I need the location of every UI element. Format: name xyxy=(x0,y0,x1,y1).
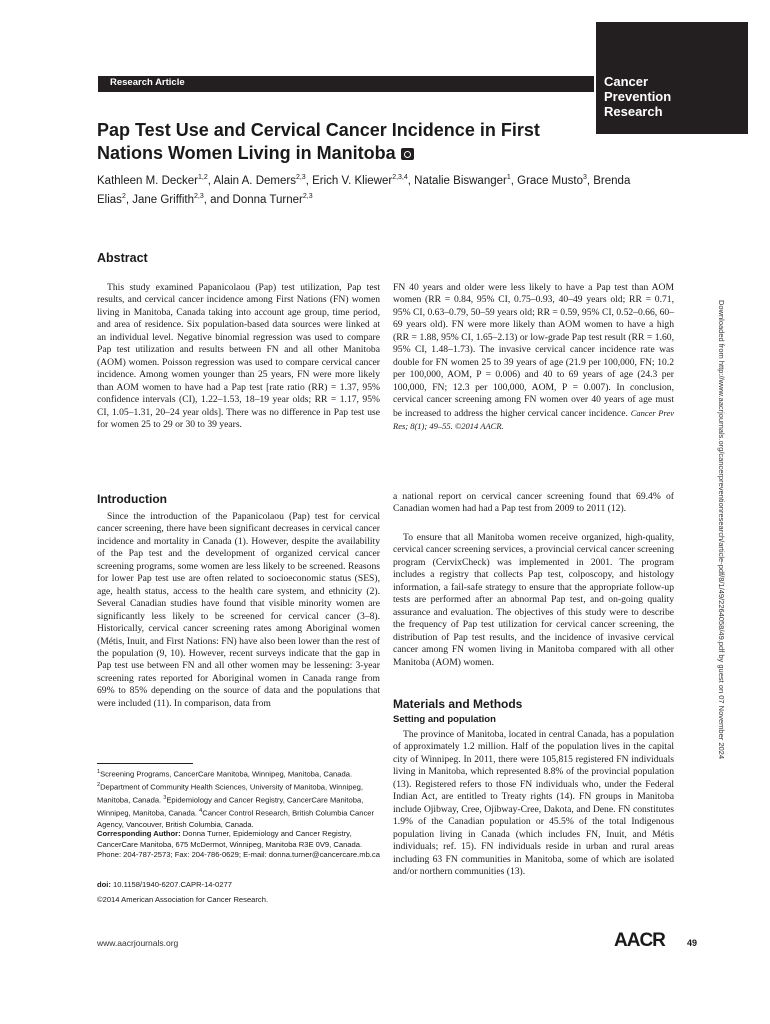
methods-heading: Materials and Methods xyxy=(393,697,523,711)
author-affiliation-mark: 2 xyxy=(121,192,126,200)
open-access-icon xyxy=(401,148,414,160)
author-separator: , xyxy=(586,174,594,187)
affiliation-text: Cancer Control Research, British Columbia Cancer Agency, Vancouver, British Columbia, Canada. xyxy=(97,808,374,829)
author-name: Erich V. Kliewer xyxy=(312,174,393,187)
download-notice-text: Downloaded from http://www.aacrjournals.org/cancerpreventionresearch/article-pdf/8/1/49/2264058/49.pdf by guest on 07 November 2024 xyxy=(717,300,726,760)
article-type-bar xyxy=(98,76,594,92)
introduction-left-column: Since the introduction of the Papanicolaou (Pap) test for cervical cancer screening, there have been significant decreases in cervical cancer incidence and mortality in Canada (1). However, despite the availability of the Pap test and the development of organized cervical cancer screening programs, some women are less likely to be screened. Reasons for lower Pap test use are often related to socioeconomic status (SES), age, health status, access to the health care system, and ethnicity (2). Several Canadian studies have found that visible minority women are significantly less likely to be screened for cervical cancer (3–8). Historically, cervical cancer screening rates among Aboriginal women (Métis, Inuit, and First Nations: FN) have also been lower than the rest of the population (9, 10). However, recent surveys indicate that the gap in Pap test use between FN and all other women may be lessening: 3-year screening rates reported for Aboriginal women in Canada range from 69% to 85% depending on the source of data and the populations that were included (11). In comparison, data from xyxy=(97,511,380,709)
corresponding-author-footnote xyxy=(97,829,380,861)
author-name: Donna Turner xyxy=(232,193,303,206)
affiliation-mark: 1 xyxy=(97,769,101,775)
author-name: Brenda Elias xyxy=(97,174,631,206)
doi-line xyxy=(97,880,380,891)
abstract-citation: Cancer Prev Res; 8(1); 49–55. ©2014 AACR. xyxy=(393,407,674,431)
title-line-1: Pap Test Use and Cervical Cancer Incidence in First xyxy=(97,120,540,140)
introduction-heading: Introduction xyxy=(97,492,167,506)
author-separator: , xyxy=(207,174,214,187)
affiliation-text: Department of Community Health Sciences, University of Manitoba, Winnipeg, Manitoba, Canada. xyxy=(97,782,364,805)
article-title xyxy=(97,119,617,165)
affiliation-text: Epidemiology and Cancer Registry, CancerCare Manitoba, Winnipeg, Manitoba, Canada. xyxy=(97,795,364,818)
corresponding-author-label: Corresponding Author: xyxy=(97,829,181,838)
author-list xyxy=(97,170,657,208)
author-separator: , xyxy=(125,193,133,206)
setting-population-subheading: Setting and population xyxy=(393,714,496,725)
author-affiliation-mark: 2,3 xyxy=(194,192,204,200)
affiliation-mark: 3 xyxy=(163,795,167,802)
journal-name-line-1: Cancer xyxy=(604,74,649,89)
journal-name-box xyxy=(596,22,748,134)
author-affiliation-mark: 3 xyxy=(582,174,587,181)
doi-value: 10.1158/1940-6207.CAPR-14-0277 xyxy=(110,880,232,889)
footnote-divider xyxy=(97,763,193,764)
doi-label: doi: xyxy=(97,880,111,889)
affiliation-mark: 2 xyxy=(97,782,101,789)
author-name: Jane Griffith xyxy=(132,193,195,206)
introduction-right-continuation: a national report on cervical cancer screening found that 69.4% of Canadian women had had a Pap test from 2009 to 2011 (12). xyxy=(393,491,674,515)
author-affiliation-mark: 2,3,4 xyxy=(392,174,408,181)
download-notice xyxy=(714,300,726,770)
article-type-label: Research Article xyxy=(110,77,185,88)
copyright-line: ©2014 American Association for Cancer Research. xyxy=(97,895,269,904)
author-affiliation-mark: 1 xyxy=(506,174,511,181)
author-affiliation-mark: 2,3 xyxy=(302,192,313,200)
methods-paragraph: The province of Manitoba, located in central Canada, has a population of approximately 1.2 million. Half of the population lives in the capital city of Winnipeg. In 2011, there were 105,815 registered FN individuals living in Manitoba, which represented 8.8% of the provincial population (13). Registered refers to those FN individuals who, under the Federal Indian Act, are entitled to Treaty rights (14). FN groups in Manitoba include Ojibway, Cree, Ojibway-Cree, Dakota, and Dene. FN constitutes 1.9% of the Canadian population or 45.5% of the total Indigenous population living in Canada (which includes FN, Inuit, and Métis individuals; ref. 15). FN individuals reside in urban and rural areas including 63 FN communities in Manitoba, some of which are isolated and/or northern communities (13). xyxy=(393,729,674,877)
author-separator: , and xyxy=(203,193,233,206)
author-name: Grace Musto xyxy=(517,174,583,187)
author-separator: , xyxy=(510,174,518,187)
affiliations-footnote xyxy=(97,767,380,830)
author-affiliation-mark: 2,3 xyxy=(295,174,306,181)
affiliation-mark: 4 xyxy=(199,808,203,815)
abstract-heading: Abstract xyxy=(97,251,148,265)
aacr-logo: AACR xyxy=(614,930,665,951)
author-separator: , xyxy=(305,174,313,187)
author-name: Alain A. Demers xyxy=(213,174,296,187)
page-number: 49 xyxy=(687,938,698,948)
journal-url[interactable]: www.aacrjournals.org xyxy=(97,938,179,948)
author-separator: , xyxy=(407,174,415,187)
title-line-2: Nations Women Living in Manitoba xyxy=(97,143,396,163)
abstract-left-column: This study examined Papanicolaou (Pap) test utilization, Pap test results, and cervical cancer incidence among First Nations (FN) women living in Manitoba, Canada taking into account age group, time period, and area of residence. Six population-based data sources were linked at an individual level. Negative binomial regression was used to compare Pap test utilization and results between FN and all other Manitoba (AOM) women. Poisson regression was used to compare cervical cancer incidence. Among women younger than 25 years, FN were more likely than AOM women to have had a Pap test [rate ratio (RR) = 1.37, 95% confidence intervals (CI), 1.22–1.53, 18–19 year olds; RR = 1.17, 95% CI, 1.05–1.31, 20–24 year olds]. There was no difference in Pap test use for women 25 to 29 or 30 to 39 years. xyxy=(97,282,380,430)
journal-name-line-2: Prevention xyxy=(604,89,672,104)
affiliation-text: Screening Programs, CancerCare Manitoba, Winnipeg, Manitoba, Canada. xyxy=(100,769,353,779)
author-affiliation-mark: 1,2 xyxy=(198,174,208,181)
introduction-right-paragraph: To ensure that all Manitoba women receive organized, high-quality, cervical cancer screening services, a provincial cervical cancer screening program (CervixCheck) was implemented in 2001. The program includes a registry that collects Pap test, colposcopy, and histology information, a fail-safe strategy to ensure that the appropriate follow-up tests are performed after an abnormal Pap test, and on-going quality assurance and evaluation. The objectives of this study were to describe the frequency of Pap test utilization for cervical cancer screening, the distribution of Pap test results, and the incidence of invasive cervical cancer among FN women living in Manitoba compared with all other Manitoba (AOM) women. xyxy=(393,532,674,668)
abstract-right-text: FN 40 years and older were less likely to have a Pap test than AOM women (RR = 0.84, 95% CI, 0.75–0.93, 40–49 years old; RR = 0.71, 95% CI, 0.63–0.79, 50–59 years old; RR = 0.59, 95% CI, 0.52–0.66, 60–69 years old). FN were more likely than AOM women to have a high (RR = 1.88, 95% CI, 1.65–2.13) or low-grade Pap test result (RR = 1.60, 95% CI, 1.48–1.73). The invasive cervical cancer incidence rate was double for FN women 25 to 39 years of age (21.9 per 100,000, FN; 10.2 per 100,000, AOM, P = 0.006) and 40 to 69 years of age (24.3 per 100,000, FN; 12.3 per 100,000, AOM, P = 0.007). In conclusion, cervical cancer screening among FN women over 40 years of age must be increased to address the higher cervical cancer incidence. xyxy=(393,282,674,419)
journal-name-line-3: Research xyxy=(604,104,663,119)
author-name: Natalie Biswanger xyxy=(414,174,507,187)
abstract-right-column xyxy=(393,282,674,433)
author-name: Kathleen M. Decker xyxy=(97,174,198,187)
corresponding-author-text: Donna Turner, Epidemiology and Cancer Registry, CancerCare Manitoba, 675 McDermot, Winnipeg, Manitoba R3E 0V9, Canada. Phone: 204-787-2573; Fax: 204-786-0629; E-mail: donna.turner@cancercare.mb.ca xyxy=(97,829,380,860)
